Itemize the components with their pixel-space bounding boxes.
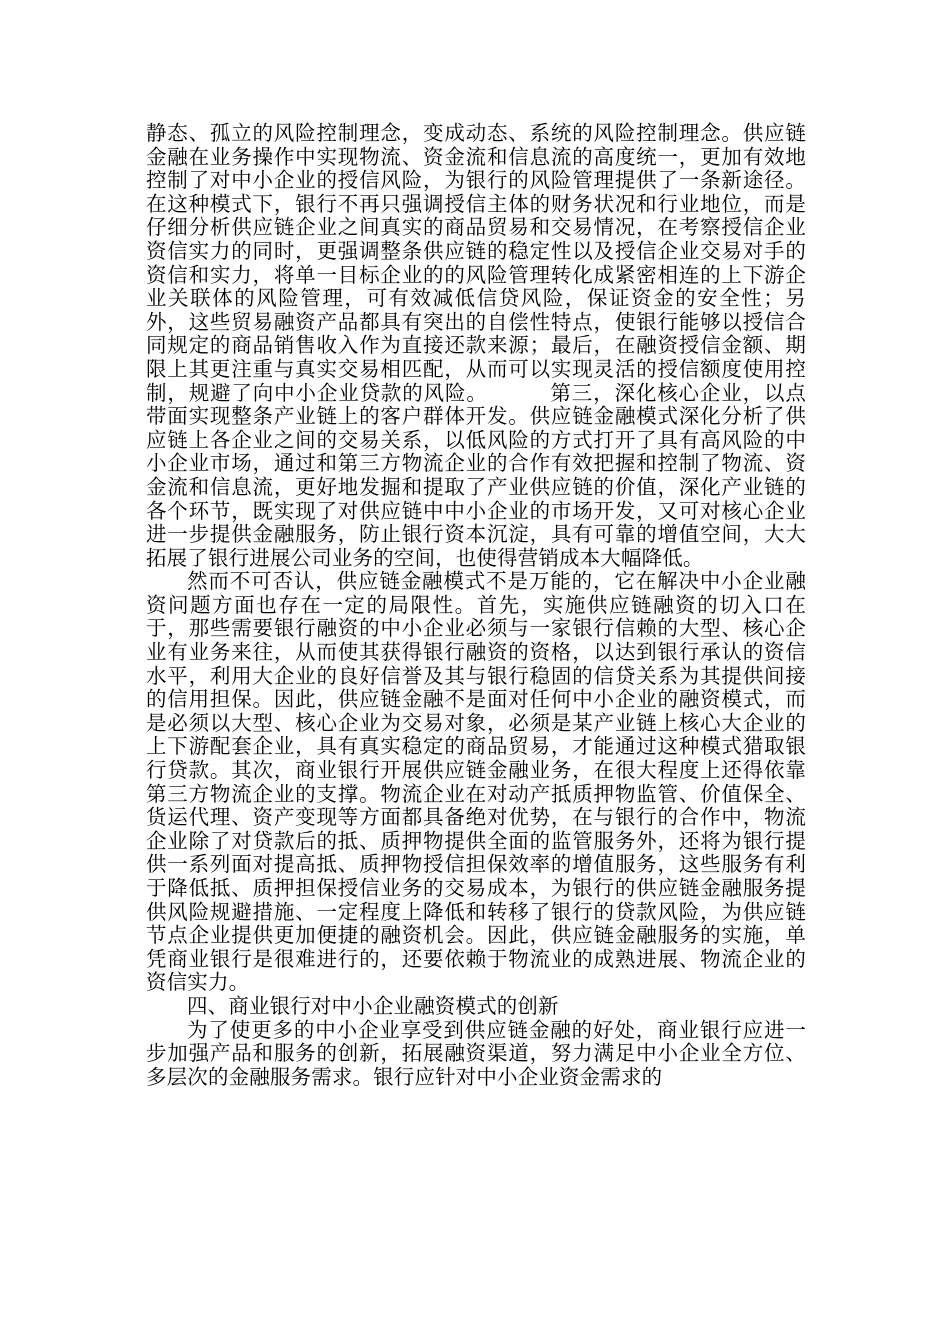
section-heading-four: 四、商业银行对中小企业融资模式的创新 [187,993,559,1018]
paragraph-innovation: 为了使更多的中小企业享受到供应链金融的好处，商业银行应进一步加强产品和服务的创新，拓展融资渠道，努力满足中小企业全方位、多层次的金融服务需求。银行应针对中小企业资金需求的 [146,1017,806,1089]
paragraph-core-enterprise-text: 第三，深化核心企业，以点带面实现整条产业链上的客户群体开发。供应链金融模式深化分析了供应链上各企业之间的交易关系，以低风险的方式打开了具有高风险的中小企业市场，通过和第三方物流企业的合作有效把握和控制了物流、资金流和信息流，更好地发掘和提取了产业供应链的价值，深化产业链的各个环节，既实现了对供应链中中小企业的市场开发，又可对核心企业进一步提供金融服务，防止银行资本沉淀，具有可靠的增值空间，大大拓展了银行进展公司业务的空间，也使得营销成本大幅降低。 [146,380,806,570]
paragraph-risk-control [146,122,806,570]
document-body [146,122,806,1089]
paragraph-risk-control-text: 静态、孤立的风险控制理念，变成动态、系统的风险控制理念。供应链金融在业务操作中实现物流、资金流和信息流的高度统一，更加有效地控制了对中小企业的授信风险，为银行的风险管理提供了一条新途径。在这种模式下，银行不再只强调授信主体的财务状况和行业地位，而是仔细分析供应链企业之间真实的商品贸易和交易情况，在考察授信企业资信实力的同时，更强调整条供应链的稳定性以及授信企业交易对手的资信和实力，将单一目标企业的的风险管理转化成紧密相连的上下游企业关联体的风险管理，可有效减低信贷风险，保证资金的安全性；另外，这些贸易融资产品都具有突出的自偿性特点，使银行能够以授信合同规定的商品销售收入作为直接还款来源；最后，在融资授信金额、期限上其更注重与真实交易相匹配，从而可以实现灵活的授信额度使用控制，规避了向中小企业贷款的风险。 [146,121,806,405]
paragraph-limitations: 然而不可否认，供应链金融模式不是万能的，它在解决中小企业融资问题方面也存在一定的局限性。首先，实施供应链融资的切入口在于，那些需要银行融资的中小企业必须与一家银行信赖的大型、核心企业有业务来往，从而使其获得银行融资的资格，以达到银行承认的资信水平，利用大企业的良好信誉及其与银行稳固的信贷关系为其提供间接的信用担保。因此，供应链金融不是面对任何中小企业的融资模式，而是必须以大型、核心企业为交易对象，必须是某产业链上核心大企业的上下游配套企业，具有真实稳定的商品贸易，才能通过这种模式猎取银行贷款。其次，商业银行开展供应链金融业务，在很大程度上还得依靠第三方物流企业的支撑。物流企业在对动产抵质押物监管、价值保全、货运代理、资产变现等方面都具备绝对优势，在与银行的合作中，物流企业除了对贷款后的抵、质押物提供全面的监管服务外，还将为银行提供一系列面对提高抵、质押物授信担保效率的增值服务，这些服务有利于降低抵、质押担保授信业务的交易成本，为银行的供应链金融服务提供风险规避措施、一定程度上降低和转移了银行的贷款风险，为供应链节点企业提供更加便捷的融资机会。因此，供应链金融服务的实施，单凭商业银行是很难进行的，还要依赖于物流业的成熟进展、物流企业的资信实力。 [146,569,806,995]
